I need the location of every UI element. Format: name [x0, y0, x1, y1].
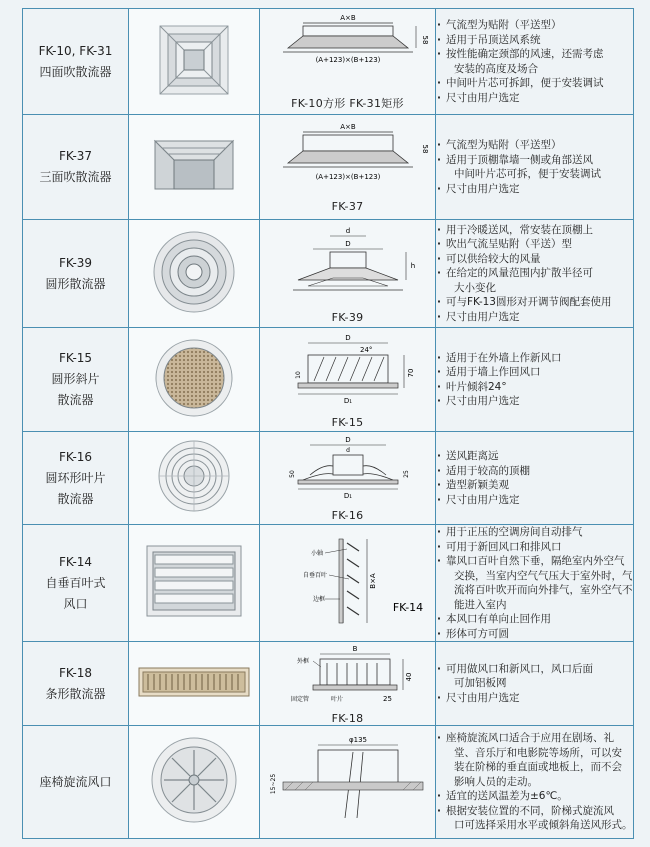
- product-notes: [436, 9, 634, 115]
- product-name: FK-39 圆形散流器: [23, 220, 129, 328]
- table-row: [23, 328, 634, 432]
- linear-slot-diffuser-image: [138, 667, 250, 697]
- seat-swirl-diffuser-image: [150, 736, 238, 824]
- note-item: · 吹出气流呈贴附（平送）型: [436, 237, 633, 252]
- drawing-caption: FK-18: [331, 711, 364, 725]
- dim-side: 40: [405, 672, 413, 681]
- product-photo: [129, 726, 260, 839]
- note-item: · 根据安装位置的不同，阶梯式旋流风: [436, 804, 633, 819]
- note-item: · 按性能确定颈部的风速，还需考虑: [436, 47, 633, 62]
- technical-drawing: [260, 726, 436, 839]
- product-notes: [436, 642, 634, 726]
- fk14-drawing: [263, 533, 433, 629]
- product-table: [22, 8, 634, 839]
- note-item: · 尺寸由用户选定: [436, 91, 633, 106]
- product-photo: [129, 9, 260, 115]
- note-item: · 可以供给较大的风量: [436, 252, 633, 267]
- note-item: · 可用于新回风口和排风口: [436, 540, 633, 555]
- note-item: 大小变化: [454, 281, 496, 294]
- dim-side: 70: [406, 368, 415, 377]
- product-photo: [129, 220, 260, 328]
- three-way-diffuser-image: [154, 140, 234, 190]
- square-diffuser-image: [159, 25, 229, 95]
- note-item: · 形体可方可圆: [436, 627, 633, 642]
- louvred-round-diffuser-image: [154, 338, 234, 418]
- table-row: [23, 432, 634, 525]
- dim-top: D: [344, 333, 351, 342]
- note-item: · 叶片倾斜24°: [436, 380, 633, 395]
- dim-top: d: [345, 226, 350, 235]
- dim-bottom: 25: [383, 694, 392, 703]
- label-gravity-blade: 自垂百叶: [302, 572, 327, 579]
- dim-side: 15~25: [269, 773, 277, 795]
- drawing-caption: FK-39: [331, 310, 364, 324]
- note-item: · 尺寸由用户选定: [436, 691, 633, 706]
- note-item: · 尺寸由用户选定: [436, 182, 633, 197]
- note-item: · 座椅旋流风口适合于应用在剧场、礼: [436, 731, 633, 746]
- fk15-drawing: [268, 331, 428, 411]
- note-item: · 尺寸由用户选定: [436, 493, 633, 508]
- product-name: FK-18 条形散流器: [23, 642, 129, 726]
- note-item: · 可用做风口和新风口，风口后面: [436, 662, 633, 677]
- dim-bottom: (A+123)×(B+123): [315, 56, 380, 64]
- seat-swirl-drawing: [263, 732, 433, 828]
- label-blade: 叶片: [331, 695, 344, 703]
- product-name: FK-15 圆形斜片 散流器: [23, 328, 129, 432]
- dim-right: 25: [402, 470, 410, 478]
- fk18-drawing: [265, 643, 430, 707]
- dim-side: 58: [420, 144, 429, 154]
- note-item: · 用于冷暖送风，常安装在顶棚上: [436, 223, 633, 238]
- note-item: · 在给定的风量范围内扩散半径可: [436, 266, 633, 281]
- dim-left: 10: [294, 370, 302, 379]
- dim-top: B: [352, 644, 358, 653]
- product-notes: [436, 115, 634, 220]
- dim-side: B×A: [368, 573, 377, 589]
- note-item: · 可与FK-13圆形对开调节阀配套使用: [436, 295, 633, 310]
- table-row: [23, 642, 634, 726]
- product-photo: [129, 115, 260, 220]
- note-item: · 本风口有单向止回作用: [436, 612, 633, 627]
- ring-vane-diffuser-image: [157, 439, 231, 513]
- note-item: · 靠风口百叶自然下垂，隔绝室内外空气: [436, 554, 633, 569]
- product-name: FK-37 三面吹散流器: [23, 115, 129, 220]
- technical-drawing: [260, 9, 436, 115]
- product-name: FK-16 圆环形叶片 散流器: [23, 432, 129, 525]
- table-row: [23, 115, 634, 220]
- note-item: · 尺寸由用户选定: [436, 394, 633, 409]
- note-item: · 适用于较高的顶棚: [436, 464, 633, 479]
- note-item: · 气流型为贴附（平送型）: [436, 138, 633, 153]
- label-small-axis: 小轴: [310, 550, 323, 557]
- product-photo: [129, 328, 260, 432]
- technical-drawing: [260, 220, 436, 328]
- note-item: · 适用于墙上作回风口: [436, 365, 633, 380]
- product-notes: [436, 726, 634, 839]
- dim-top: D: [344, 436, 351, 444]
- note-item: 影响人员的走动。: [454, 775, 538, 788]
- dim-top: A×B: [339, 14, 356, 22]
- dim-bottom: D₁: [343, 492, 352, 500]
- technical-drawing: [260, 525, 436, 642]
- dim-side: h: [410, 261, 415, 270]
- drawing-caption: FK-10方形 FK-31矩形: [291, 97, 404, 110]
- table-row: [23, 726, 634, 839]
- note-item: · 适用于顶棚靠墙一侧或角部送风: [436, 153, 633, 168]
- table-row: [23, 525, 634, 642]
- note-item: 口可选择采用水平或倾斜角送风形式。: [454, 819, 633, 832]
- drawing-caption: FK-37: [331, 200, 364, 213]
- gravity-louvre-image: [146, 545, 242, 617]
- technical-drawing: [260, 432, 436, 525]
- dim-left: 50: [288, 470, 296, 478]
- product-photo: [129, 642, 260, 726]
- note-item: 装在阶梯的垂直面或地板上，而不会: [454, 761, 622, 774]
- note-item: · 造型新颖美观: [436, 478, 633, 493]
- dim-angle: 24°: [359, 345, 372, 354]
- dim-mid: D: [344, 239, 351, 248]
- fk16-drawing: [268, 434, 428, 504]
- table-row: [23, 220, 634, 328]
- product-notes: [436, 220, 634, 328]
- note-item: · 中间叶片芯可拆卸，便于安装调试: [436, 76, 633, 91]
- product-notes: [436, 432, 634, 525]
- note-item: 流将百叶吹开而向外排气，室外空气不: [454, 584, 633, 596]
- drawing-caption: FK-16: [331, 509, 364, 522]
- note-item: · 送风距离远: [436, 449, 633, 464]
- note-item: 可加铝板网: [454, 677, 507, 690]
- note-item: 交换，当室内空气气压大于室外时，气: [454, 569, 633, 582]
- note-item: 安装的高度及场合: [454, 62, 538, 75]
- label-fixing-pipe: 固定管: [291, 695, 310, 703]
- fk10-drawing: [268, 12, 428, 90]
- product-photo: [129, 432, 260, 525]
- round-diffuser-image: [152, 230, 236, 314]
- product-name: 座椅旋流风口: [23, 726, 129, 839]
- note-item: · 气流型为贴附（平送型）: [436, 18, 633, 33]
- product-name: FK-10, FK-31 四面吹散流器: [23, 9, 129, 115]
- note-item: 堂、音乐厅和电影院等场所，可以安: [454, 746, 622, 759]
- product-notes: [436, 328, 634, 432]
- drawing-caption: FK-15: [331, 415, 364, 429]
- label-frame: 边框: [312, 596, 325, 603]
- fk39-drawing: [268, 224, 428, 306]
- drawing-caption-inline: FK-14: [392, 601, 423, 614]
- product-photo: [129, 525, 260, 642]
- product-name: FK-14 自垂百叶式 风口: [23, 525, 129, 642]
- product-notes: [436, 525, 634, 642]
- technical-drawing: [260, 115, 436, 220]
- note-item: · 用于正压的空调房间自动排气: [436, 525, 633, 540]
- note-item: 能进入室内: [454, 598, 507, 611]
- dim-bottom: D₁: [343, 396, 352, 405]
- note-item: · 适宜的送风温差为±6℃。: [436, 789, 633, 804]
- technical-drawing: [260, 642, 436, 726]
- table-row: [23, 9, 634, 115]
- dim-mid: d: [345, 447, 350, 454]
- note-item: · 适用于在外墙上作新风口: [436, 351, 633, 366]
- note-item: · 尺寸由用户选定: [436, 310, 633, 325]
- dim-side: 58: [420, 35, 429, 45]
- fk37-drawing: [268, 121, 428, 195]
- dim-top: A×B: [339, 123, 356, 131]
- technical-drawing: [260, 328, 436, 432]
- dim-top: φ135: [348, 736, 367, 744]
- dim-bottom: (A+123)×(B+123): [315, 173, 380, 181]
- note-item: · 适用于吊顶送风系统: [436, 33, 633, 48]
- label-outer-frame: 外框: [297, 657, 310, 665]
- note-item: 中间叶片芯可拆，便于安装调试: [454, 168, 601, 180]
